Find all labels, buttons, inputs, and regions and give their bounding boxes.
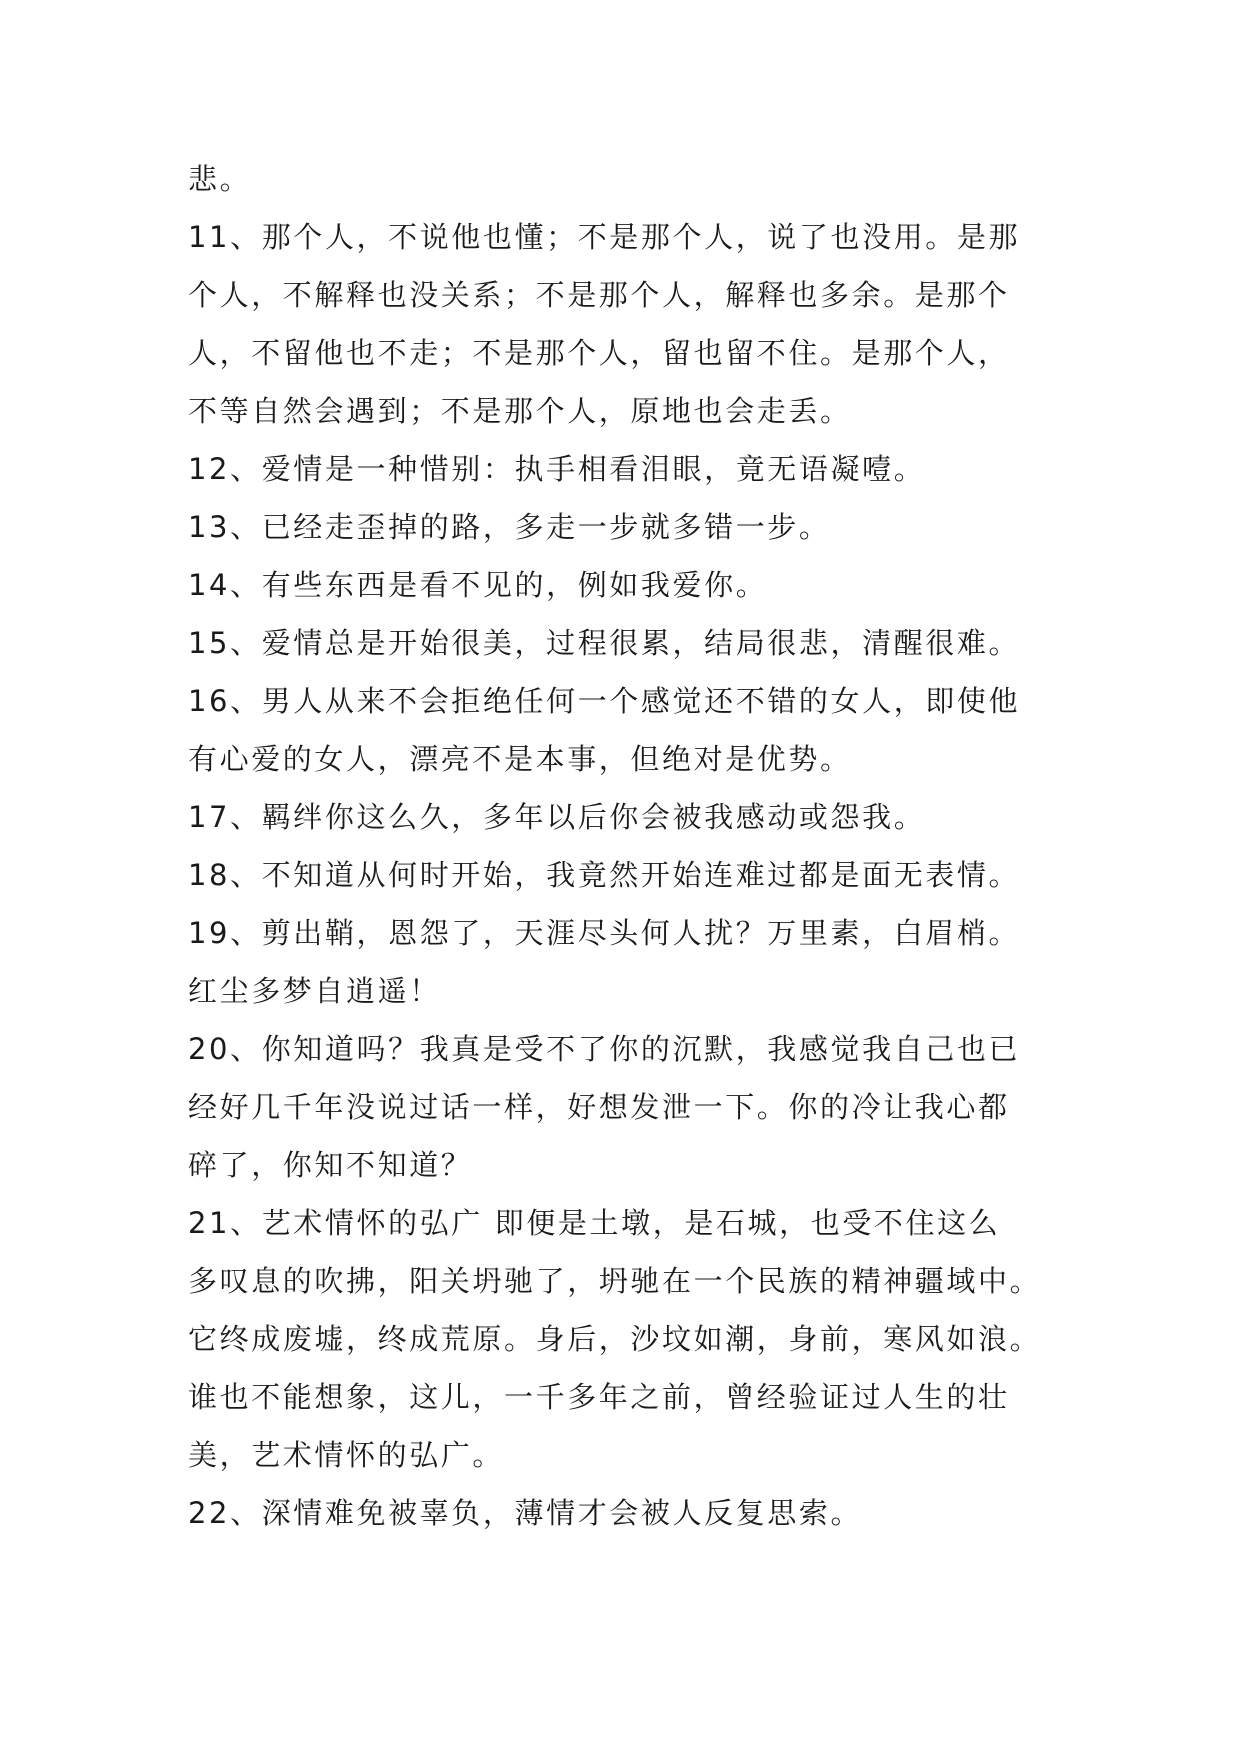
text-line: 18、不知道从何时开始，我竟然开始连难过都是面无表情。 (188, 858, 1021, 892)
text-line: 它终成废墟，终成荒原。身后，沙坟如潮，身前，寒风如浪。 (188, 1322, 1042, 1356)
text-line: 19、剪出鞘，恩怨了，天涯尽头何人扰？万里素，白眉梢。 (188, 916, 1021, 950)
text-line: 碎了，你知不知道？ (188, 1148, 473, 1182)
text-line: 红尘多梦自逍遥！ (188, 974, 441, 1008)
text-line: 14、有些东西是看不见的，例如我爱你。 (188, 568, 768, 602)
text-line: 个人，不解释也没关系；不是那个人，解释也多余。是那个 (188, 278, 1010, 312)
text-line: 21、艺术情怀的弘广 即便是土墩，是石城，也受不住这么 (188, 1206, 1001, 1240)
text-line: 经好几千年没说过话一样，好想发泄一下。你的冷让我心都 (188, 1090, 1010, 1124)
text-line: 有心爱的女人，漂亮不是本事，但绝对是优势。 (188, 742, 852, 776)
text-line: 15、爱情总是开始很美，过程很累，结局很悲，清醒很难。 (188, 626, 1021, 660)
text-line: 不等自然会遇到；不是那个人，原地也会走丢。 (188, 394, 852, 428)
text-line: 22、深情难免被辜负，薄情才会被人反复思索。 (188, 1496, 863, 1530)
text-line: 美，艺术情怀的弘广。 (188, 1438, 505, 1472)
text-line: 20、你知道吗？我真是受不了你的沉默，我感觉我自己也已 (188, 1032, 1021, 1066)
text-line: 17、羁绊你这么久，多年以后你会被我感动或怨我。 (188, 800, 926, 834)
text-line: 悲。 (188, 162, 252, 196)
text-line: 人，不留他也不走；不是那个人，留也留不住。是那个人， (188, 336, 1010, 370)
document-page (188, 150, 1088, 1542)
text-line: 11、那个人，不说他也懂；不是那个人，说了也没用。是那 (188, 220, 1021, 254)
text-line: 多叹息的吹拂，阳关坍驰了，坍驰在一个民族的精神疆域中。 (188, 1264, 1042, 1298)
text-line: 12、爱情是一种惜别：执手相看泪眼，竟无语凝噎。 (188, 452, 926, 486)
text-line: 13、已经走歪掉的路，多走一步就多错一步。 (188, 510, 831, 544)
text-line: 谁也不能想象，这儿，一千多年之前，曾经验证过人生的壮 (188, 1380, 1010, 1414)
text-line: 16、男人从来不会拒绝任何一个感觉还不错的女人，即使他 (188, 684, 1021, 718)
